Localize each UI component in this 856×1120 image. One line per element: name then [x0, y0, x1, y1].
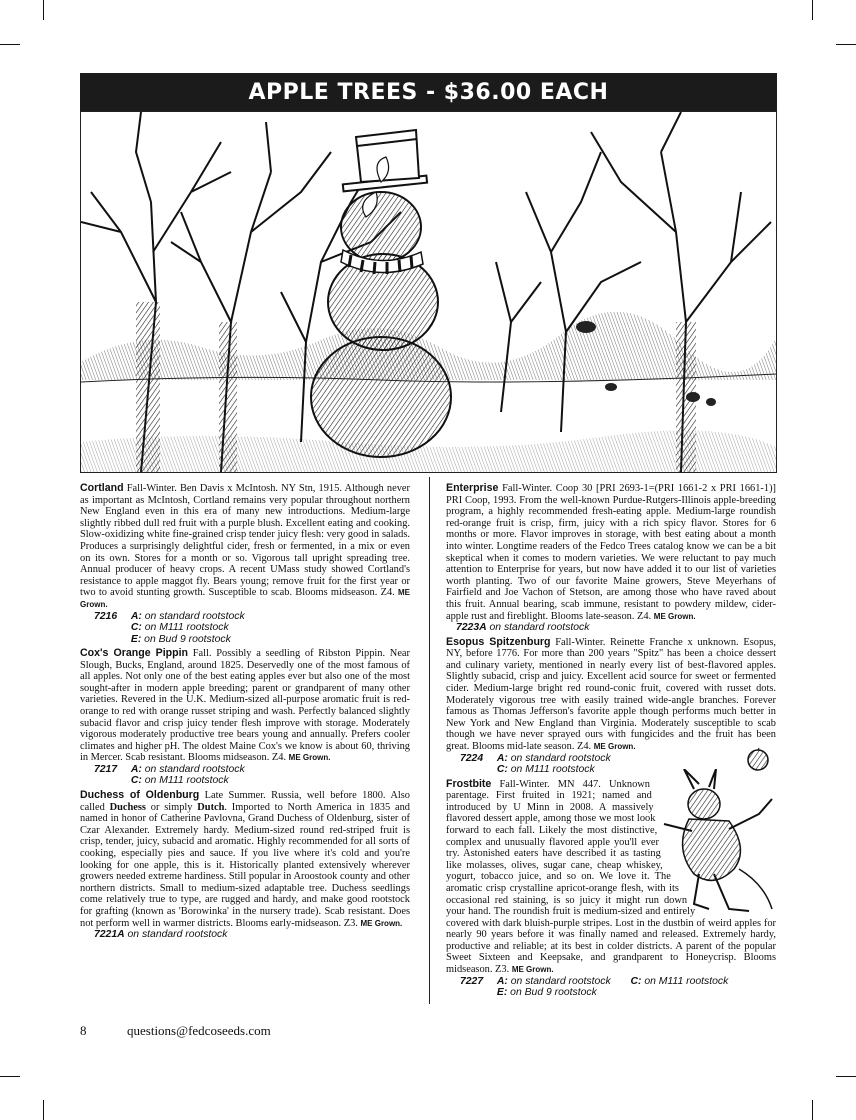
- crop-mark: [836, 1076, 856, 1077]
- rootstock-row: [456, 622, 776, 634]
- apple-illustration: [746, 748, 770, 772]
- rootstock-label: on M111 rootstock: [510, 764, 595, 776]
- variety-name: Enterprise: [446, 482, 499, 494]
- variety-name: Cortland: [80, 482, 124, 494]
- variety-description: Fall-Winter. Reinette Franche x unknown. Esopus, NY, before 1776. For more than 200 years "Spitz" has been a choice dessert and culinary variety, mentioned in nearly every list of best-flavored apples. Slightly subacid, crisp and juicy. Excellent acid source for sweet or fermented cider. Medium-large bright red round-conic fruit, covered with russet dots. Moderately vigorous tree with easily trained wide-angle branches. Forever famous as Thomas Jefferson's favorite apple though performs much better in New York and New England than Virginia. Moderately susceptible to scab though we have never sprayed ours with fungicides and the fruit has been great. Blooms mid-late season. Z4.: [446, 636, 776, 752]
- variety-entry-esopus-spitzenburg: [446, 637, 776, 776]
- snowman-illustration: [80, 111, 777, 473]
- rootstock-label: on standard rootstock: [144, 610, 245, 622]
- rootstock-letter: A:: [130, 763, 142, 775]
- page-title: APPLE TREES - $36.00 EACH: [248, 79, 609, 105]
- rootstock-row: [460, 987, 776, 999]
- me-grown-badge: ME Grown.: [511, 965, 554, 975]
- rootstock-letter: C:: [130, 775, 142, 787]
- rootstock-label: on M111 rootstock: [144, 622, 229, 634]
- contact-email[interactable]: questions@fedcoseeds.com: [127, 1023, 271, 1038]
- variety-description-part: Late Summer. Russia, well before 1800. Also called: [80, 789, 410, 813]
- rootstock-row: [94, 622, 410, 634]
- crop-mark: [0, 1076, 20, 1077]
- item-number: 7224: [460, 752, 484, 764]
- rootstock-label: on standard rootstock: [144, 763, 245, 775]
- rootstock-letter: A:: [496, 752, 508, 764]
- rootstock-letter: C:: [496, 764, 508, 776]
- rootstock-letter: A:: [496, 975, 508, 987]
- rootstock-label: on Bud 9 rootstock: [144, 633, 231, 645]
- variety-name: Duchess of Oldenburg: [80, 788, 200, 801]
- rootstock-label: on standard rootstock: [510, 752, 611, 764]
- rootstock-row: [94, 929, 410, 941]
- variety-alias: Duchess: [109, 801, 146, 813]
- item-number: 7216: [94, 610, 118, 622]
- crop-mark: [43, 0, 44, 20]
- me-grown-badge: ME Grown.: [593, 741, 636, 751]
- rootstock-label: on standard rootstock: [510, 975, 611, 987]
- rootstock-letter: E:: [496, 987, 508, 999]
- rootstock-letter: E:: [130, 633, 142, 645]
- variety-entry-enterprise: [446, 483, 776, 634]
- me-grown-badge: ME Grown.: [360, 918, 403, 928]
- rootstock-list: [80, 764, 410, 787]
- variety-description-part: . Imported to North America in 1835 and named in honor of Catherine Pavlovna, Grand Duchess of Oldenburg, sister of Czar Alexander. Extremely hardy. Medium-sized round red-striped fruit is crisp, tender, juicy, subacid and aromatic. Highly recommended for all sorts of cooking, especially pies and sauce. If you live where it's cold and you're looking for one apple, this is it. Historically planted extensively wherever growers needed extreme hardiness. Still popular in Aroostook county and other northern districts. Small to medium-sized adaptable tree. Duchess seedlings come relatively true to type, are rugged and hardy, and make good rootstock for grafting (known as 'Borowinka' in the nursery trade). Scab resistant. Does not perform well in warmer districts. Blooms early-midseason. Z3.: [80, 801, 410, 929]
- variety-name: Cox's Orange Pippin: [80, 647, 189, 660]
- variety-alias: Dutch: [197, 801, 225, 813]
- crop-mark: [0, 44, 20, 45]
- rootstock-list: [80, 929, 410, 941]
- item-number: 7217: [94, 763, 118, 775]
- rootstock-row: [460, 976, 776, 988]
- apple-drawing: [746, 748, 770, 772]
- rootstock-letter: C:: [630, 975, 642, 987]
- me-grown-badge: ME Grown.: [288, 753, 331, 763]
- rootstock-row: [94, 764, 410, 776]
- right-column: [446, 483, 776, 1002]
- rootstock-letter: A:: [130, 610, 142, 622]
- item-number: 7221A: [94, 929, 125, 941]
- rootstock-row: [94, 611, 410, 623]
- crop-mark: [812, 1100, 813, 1120]
- page-number: 8: [80, 1023, 87, 1038]
- variety-entry-cortland: [80, 483, 410, 645]
- rootstock-list: [446, 976, 776, 999]
- rootstock-row: [94, 634, 410, 646]
- variety-entry-duchess-of-oldenburg: [80, 790, 410, 941]
- variety-description: Fall-Winter. Ben Davis x McIntosh. NY Stn, 1915. Although never as important as McIntosh, Cortland remains very popular throughout northern New England even in this era of many new introductions. Medium-large slightly ribbed dull red fruit with a purple blush. Excellent eating and cooking. Slow-oxidizing white fine-grained crisp tender juicy flesh: very good in salads. Produces a surprisingly delightful cider, fresh or fermented, in a mix or even on its own. Stores for a month or so. Vigorous tall upright spreading tree. Annual producer of heavy crops. A recent UMass study showed Cortland's resistance to apple maggot fly. Bears young; remove fruit for the first year or two to avoid stunting growth. Susceptible to scab. Blooms midseason. Z4.: [80, 483, 410, 599]
- rootstock-row: [460, 753, 776, 765]
- me-grown-badge: ME Grown.: [80, 588, 410, 609]
- variety-name: Frostbite: [446, 777, 492, 790]
- variety-description: Fall. Possibly a seedling of Ribston Pippin. Near Slough, Bucks, England, around 1825. Deservedly one of the most famous of all apples. Not only one of the best eating apples ever but also one of the most sought-after in modern apple breeding; parent or grandparent of many other varieties. Revered in the U.K. Medium-sized all-purpose aromatic fruit is red-orange to red with orange russet striping and wash. Perfectly balanced slightly subacid flavor and crisp juicy tender flesh improve with storage. Moderately vigorous moderately productive tree bears young and annually. Prefers cooler climates and higher pH. The oldest Maine Cox's we know is about 60, thriving in Mercer. Scab resistant. Blooms midseason. Z4.: [80, 648, 410, 764]
- variety-name: Esopus Spitzenburg: [446, 635, 551, 648]
- snowman-drawing: [81, 112, 776, 472]
- rootstock-label: on M111 rootstock: [144, 775, 229, 787]
- rootstock-row: [94, 775, 410, 787]
- page-title-banner: [80, 73, 777, 111]
- left-column: [80, 483, 410, 944]
- me-grown-badge: ME Grown.: [653, 611, 696, 621]
- variety-entry-frostbite: [446, 779, 776, 999]
- rootstock-label: on standard rootstock: [127, 929, 228, 941]
- rootstock-label: on standard rootstock: [489, 622, 590, 634]
- crop-mark: [812, 0, 813, 20]
- variety-entry-coxs-orange-pippin: [80, 648, 410, 787]
- rootstock-list: [446, 622, 776, 634]
- variety-description-part: or simply: [145, 801, 198, 813]
- crop-mark: [43, 1100, 44, 1120]
- column-divider: [429, 477, 430, 1004]
- item-number: 7227: [460, 975, 484, 987]
- rootstock-list: [80, 611, 410, 646]
- crop-mark: [836, 44, 856, 45]
- item-number: 7223A: [456, 622, 487, 634]
- rootstock-letter: C:: [130, 622, 142, 634]
- rootstock-label: on M111 rootstock: [644, 975, 729, 987]
- rootstock-label: on Bud 9 rootstock: [510, 987, 597, 999]
- variety-description: Fall-Winter. MN 447. Unknown parentage. First fruited in 1921; named and introduced by U Minn in 2008. A massively flavored dessert apple, among those we most look forward to each fall. Likely the most distinctive, complex and unusually flavored apple you'll ever try. Astonished eaters have described it as tasting like molasses, olives, sugar cane, cheap whiskey, yogurt, tobacco juice, and so on. We love it. The aromatic crisp crystalline apricot-orange flesh, with its occasional red staining, is so juicy it might run down your hand. The roundish fruit is medium-sized and entirely covered with dark bluish-purple stripes. Lost in the dustbin of weird apples for nearly 90 years before it was finally named and released. Extremely hardy, productive and reliable; at its best in colder districts. A parent of the popular Sweet Sixteen and Keepsake, and grandparent to Honeycrisp. Blooms midseason. Z3.: [446, 778, 776, 976]
- variety-description: Fall-Winter. Coop 30 [PRI 2693-1=(PRI 1661-2 x PRI 1661-1)] PRI Coop, 1993. From the well-known Purdue-Rutgers-Illinois apple-breeding program, a highly recommended fresh-eating apple. Medium-large roundish red-orange fruit is crisp, firm, juicy with a rich spicy flavor. Stores for 6 months or more. Flavor improves in storage, with best eating about a month into winter. Longtime readers of the Fedco Trees catalog know we can be a bit skeptical when it comes to modern varieties. We were reluctant to pay much attention to Enterprise for years, but now have added it to our list of varieties worth planting. Two of our favorite Maine growers, Steve Meyerhans of Fairfield and Joe Vachon of Stetson, are among those who have raved about this fruit. Annual bearing, scab immune, resistant to powdery mildew, cider-apple rust and fireblight. Blooms late-season. Z4.: [446, 483, 776, 622]
